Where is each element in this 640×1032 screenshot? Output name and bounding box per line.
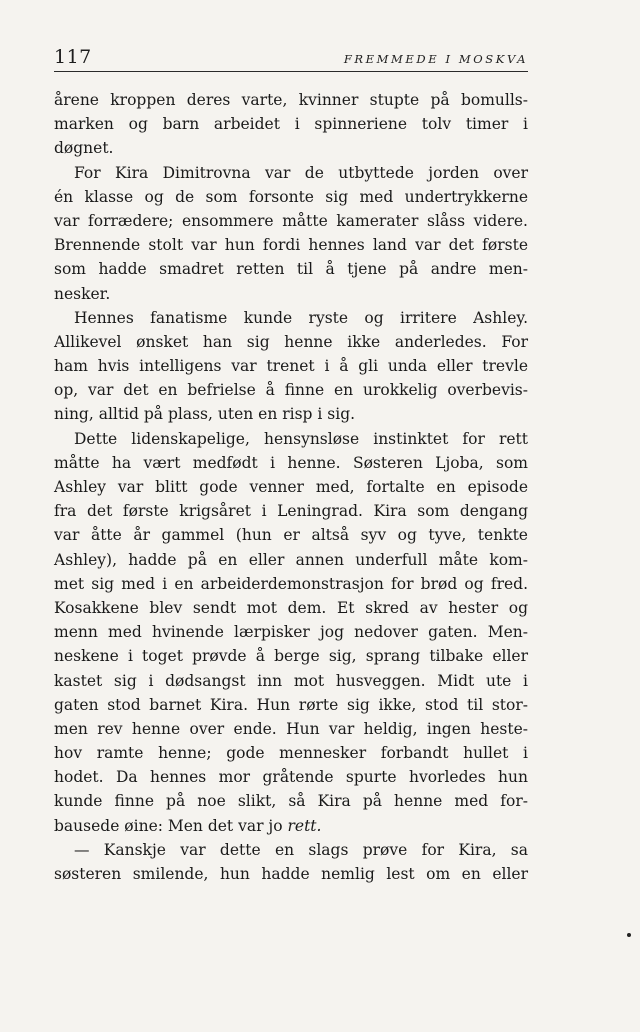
print-speck bbox=[627, 933, 631, 937]
text-line bbox=[54, 209, 528, 233]
text-line bbox=[54, 499, 528, 523]
text-line-content: For Kira Dimitrovna var de utbyttede jorden over bbox=[74, 163, 528, 182]
text-line bbox=[54, 378, 528, 402]
text-line bbox=[54, 741, 528, 765]
text-line-content: marken og barn arbeidet i spinneriene tolv timer i bbox=[54, 115, 528, 134]
text-line bbox=[54, 185, 528, 209]
text-line-content: fra det første krigsåret i Leningrad. Kira som dengang bbox=[54, 502, 528, 521]
text-line bbox=[54, 717, 528, 741]
text-line bbox=[54, 862, 528, 886]
text-line bbox=[54, 838, 528, 862]
text-line-content: Allikevel ønsket han sig henne ikke anderledes. For bbox=[54, 332, 528, 351]
text-line bbox=[54, 427, 528, 451]
text-line-content: met sig med i en arbeiderdemonstrasjon for brød og fred. bbox=[54, 574, 528, 593]
text-line-content: bausede øine: Men det var jo bbox=[54, 816, 288, 835]
text-line-content: gaten stod barnet Kira. Hun rørte sig ikke, stod til stor- bbox=[54, 695, 528, 714]
text-line-content: årene kroppen deres varte, kvinner stupte på bomulls- bbox=[54, 91, 528, 109]
running-head: FREMMEDE I MOSKVA bbox=[343, 52, 528, 66]
text-line bbox=[54, 644, 528, 668]
text-line bbox=[54, 620, 528, 644]
text-line-content: kunde finne på noe slikt, så Kira på henne med for- bbox=[54, 792, 528, 811]
text-line bbox=[54, 789, 528, 813]
text-line-content: hov ramte henne; gode mennesker forbandt hullet i bbox=[54, 744, 528, 763]
text-line bbox=[54, 282, 528, 306]
emphasis: rett. bbox=[287, 816, 322, 835]
text-line bbox=[54, 475, 528, 499]
text-line-content: nesker. bbox=[54, 284, 111, 303]
text-line-content: neskene i toget prøvde å berge sig, sprang tilbake eller bbox=[54, 647, 528, 666]
text-line-content: døgnet. bbox=[54, 139, 114, 158]
text-line-content: én klasse og de som forsonte sig med undertrykkerne bbox=[54, 187, 528, 206]
text-line-content: var åtte år gammel (hun er altså syv og tyve, tenkte bbox=[54, 526, 528, 545]
text-line-content: ning, alltid på plass, uten en risp i sig. bbox=[54, 405, 356, 424]
text-line bbox=[54, 136, 528, 160]
text-line-content: Brennende stolt var hun fordi hennes land var det første bbox=[54, 236, 528, 255]
text-line-content: søsteren smilende, hun hadde nemlig lest om en eller bbox=[54, 865, 528, 883]
text-line-content: Ashley var blitt gode venner med, fortalte en episode bbox=[54, 478, 528, 496]
text-line-content: Ashley), hadde på en eller annen underfull måte kom- bbox=[54, 550, 528, 569]
text-line bbox=[54, 596, 528, 620]
text-line bbox=[54, 354, 528, 378]
page-header bbox=[54, 46, 528, 72]
text-line bbox=[54, 669, 528, 693]
text-line-content: menn med hvinende lærpisker jog nedover gaten. Men- bbox=[54, 623, 528, 642]
text-line bbox=[54, 88, 528, 112]
text-line-content: som hadde smadret retten til å tjene på andre men- bbox=[54, 260, 528, 279]
text-line bbox=[54, 306, 528, 330]
body-text bbox=[54, 88, 528, 886]
text-line-content: men rev henne over ende. Hun var heldig, ingen heste- bbox=[54, 719, 528, 738]
text-line-content: Kosakkene blev sendt mot dem. Et skred av hester og bbox=[54, 598, 528, 617]
text-line bbox=[54, 161, 528, 185]
text-line bbox=[54, 572, 528, 596]
text-line-content: op, var det en befrielse å finne en urokkelig overbevis- bbox=[54, 381, 528, 400]
text-line bbox=[54, 814, 528, 838]
text-line bbox=[54, 765, 528, 789]
text-line bbox=[54, 330, 528, 354]
text-line bbox=[54, 523, 528, 547]
text-line-content: — Kanskje var dette en slags prøve for Kira, sa bbox=[74, 840, 528, 859]
text-line-content: kastet sig i dødsangst inn mot husveggen. Midt ute i bbox=[54, 671, 528, 690]
header-rule bbox=[54, 71, 528, 72]
text-line bbox=[54, 693, 528, 717]
text-line bbox=[54, 548, 528, 572]
text-line-content: Dette lidenskapelige, hensynsløse instinktet for rett bbox=[74, 429, 528, 448]
text-line-content: var forrædere; ensommere måtte kamerater slåss videre. bbox=[54, 211, 528, 230]
text-line-content: måtte ha vært medfødt i henne. Søsteren Ljoba, som bbox=[54, 453, 528, 472]
text-line-content: ham hvis intelligens var trenet i å gli unda eller trevle bbox=[54, 357, 528, 376]
text-line bbox=[54, 112, 528, 136]
text-line-content: Hennes fanatisme kunde ryste og irritere Ashley. bbox=[74, 308, 528, 327]
text-line bbox=[54, 233, 528, 257]
text-line-content: hodet. Da hennes mor gråtende spurte hvorledes hun bbox=[54, 768, 528, 787]
text-line bbox=[54, 402, 528, 426]
page-number: 117 bbox=[54, 46, 92, 68]
text-line bbox=[54, 451, 528, 475]
text-line bbox=[54, 257, 528, 281]
